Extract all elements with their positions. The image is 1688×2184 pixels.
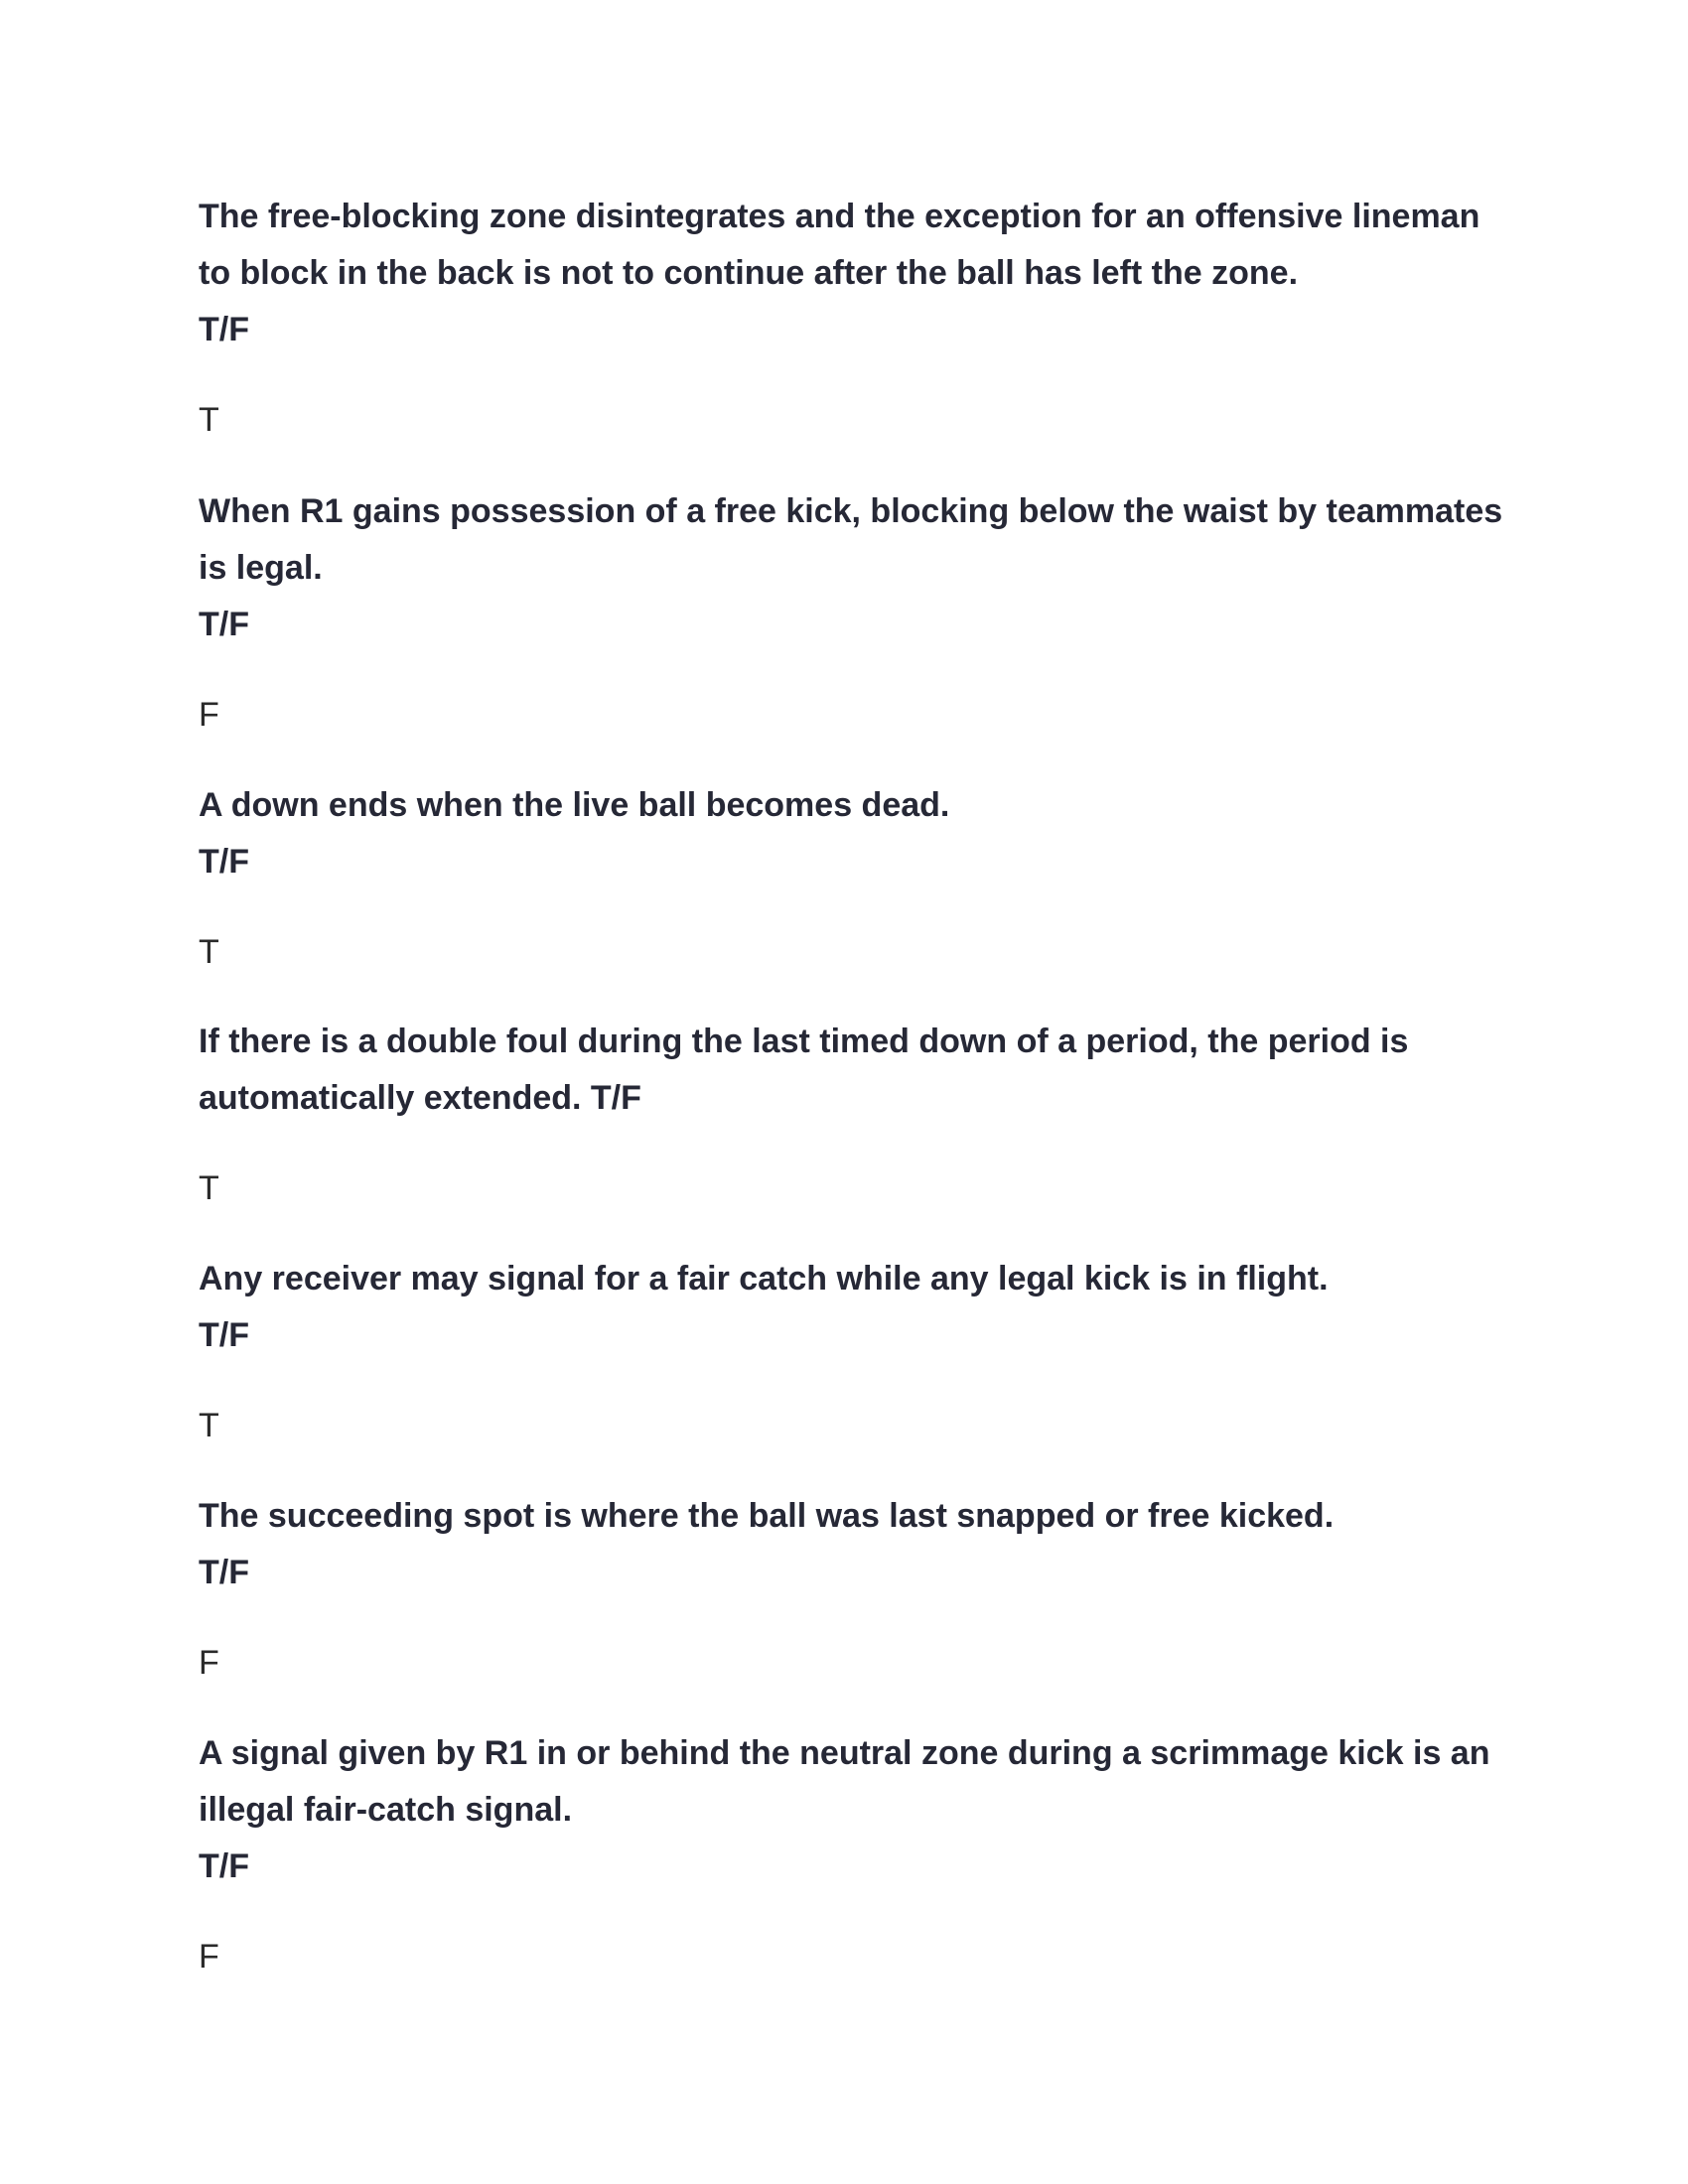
- question-block: [199, 189, 1509, 449]
- answer-text: F: [199, 696, 219, 734]
- true-false-label: T/F: [199, 606, 249, 643]
- question-block: [199, 1251, 1509, 1454]
- question-line: is legal.: [199, 549, 323, 587]
- question-line: to block in the back is not to continue after the ball has left the zone.: [199, 254, 1299, 292]
- true-false-label: T/F: [199, 1554, 249, 1591]
- question-line: illegal fair-catch signal.: [199, 1791, 573, 1829]
- question-line: A down ends when the live ball becomes dead.: [199, 786, 950, 824]
- question-text: [199, 777, 1509, 834]
- answer-text: T: [199, 933, 219, 971]
- question-text: [199, 1488, 1509, 1545]
- question-line: The succeeding spot is where the ball was last snapped or free kicked.: [199, 1497, 1335, 1535]
- question-block: [199, 1014, 1509, 1217]
- true-false-label: T/F: [199, 843, 249, 881]
- question-text: [199, 1014, 1509, 1127]
- question-line: Any receiver may signal for a fair catch while any legal kick is in flight.: [199, 1260, 1329, 1297]
- question-line: When R1 gains possession of a free kick, blocking below the waist by teammates: [199, 492, 1503, 530]
- question-text: [199, 483, 1509, 597]
- answer-text: T: [199, 401, 219, 439]
- question-text: [199, 1725, 1509, 1839]
- answer-text: F: [199, 1938, 219, 1976]
- question-block: [199, 1725, 1509, 1985]
- true-false-label: T/F: [199, 1316, 249, 1354]
- true-false-label: T/F: [199, 1847, 249, 1885]
- question-line: A signal given by R1 in or behind the neutral zone during a scrimmage kick is an: [199, 1734, 1490, 1772]
- true-false-label: T/F: [199, 311, 249, 348]
- answer-text: T: [199, 1169, 219, 1207]
- question-line: The free-blocking zone disintegrates and the exception for an offensive lineman: [199, 198, 1480, 235]
- question-text: [199, 1251, 1509, 1307]
- question-line: If there is a double foul during the last timed down of a period, the period is: [199, 1023, 1409, 1060]
- answer-text: F: [199, 1644, 219, 1682]
- question-text: [199, 189, 1509, 302]
- question-block: [199, 1488, 1509, 1692]
- question-block: [199, 777, 1509, 981]
- question-line: automatically extended. T/F: [199, 1079, 641, 1117]
- question-block: [199, 483, 1509, 744]
- answer-text: T: [199, 1407, 219, 1444]
